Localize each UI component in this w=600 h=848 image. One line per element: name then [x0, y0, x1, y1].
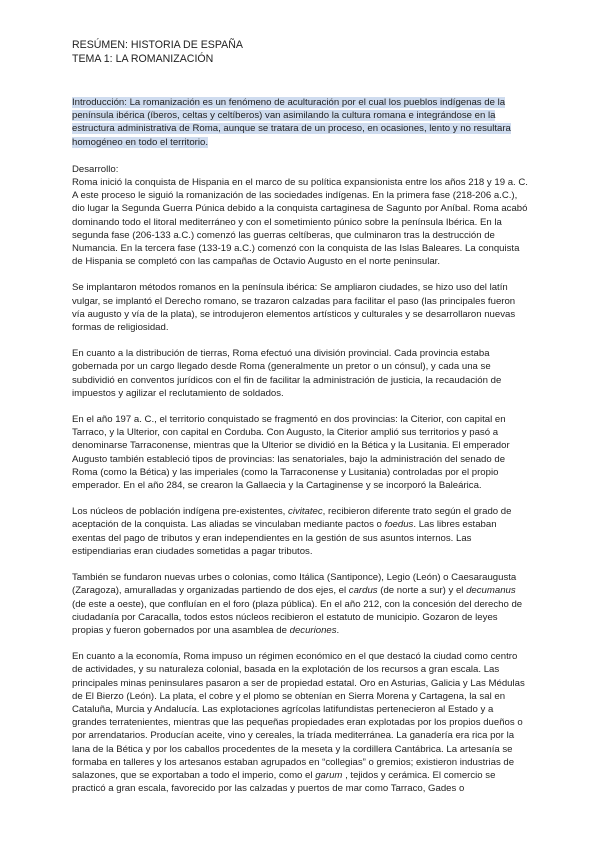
paragraph-metodos: Se implantaron métodos romanos en la península ibérica: Se ampliaron ciudades, se hizo uso del latín vulgar, se implantó el Derecho romano, se trazaron calzadas para facilitar el paso (las principales fueron vía augusto y vía de la plata), se introdujeron elementos artísticos y culturales y se desarrollaron nuevas formas de religiosidad. [72, 282, 516, 334]
section-heading-desarrollo: Desarrollo: [72, 163, 119, 175]
text-run: . Las libres estaban exentas del pago de tributos y eran independientes en la gestión de sus asuntos internos. Las estipendiarias eran ciudades sometidas a pagar tributos. [72, 519, 497, 557]
paragraph-conquista: Roma inició la conquista de Hispania en el marco de su política expansionista entre los años 218 y 19 a. C. A este proceso le siguió la romanización de las sociedades indígenas. En la primera fase (218-206 a.C.), dio lugar la Segunda Guerra Púnica debido a la conquista cartaginesa de Sagunto por Aníbal. Roma acabó dominando todo el litoral mediterráneo y con el sometimiento púnico sobre la península Ibérica. En la segunda fase (206-133 a.C.) comenzó las guerras celtíberas, que culminaron tras la destrucción de Numancia. En la tercera fase (133-19 a.C.) comenzó con la conquista de las Islas Baleares. La conquista de Hispania se completó con las campañas de Octavio Augusto en el norte peninsular. [72, 177, 528, 268]
paragraph-division-provincial: En cuanto a la distribución de tierras, Roma efectuó una división provincial. Cada provincia estaba gobernada por un cargo llegado desde Roma (generalmente un pretor o un cónsul), y cada una se subdividió en conventos jurídicos con el fin de facilitar la administración de justicia, la recaudación de impuestos y agilizar el reclutamiento de soldados. [72, 348, 502, 399]
text-run: (de este a oeste), que confluían en el foro (plaza pública). En el año 212, con la concesión del derecho de ciudadanía por Caracalla, todos estos núcleos recibieron el estatuto de municipio. Gozaron de leyes propias y fueron gobernados por una asamblea de [72, 598, 523, 636]
paragraph-provincias: En el año 197 a. C., el territorio conquistado se fragmentó en dos provincias: la Citerior, con capital en Tarraco, y la Ulterior, con capital en Corduba. Con Augusto, la Citerior amplió sus territorios y pasó a denominarse Tarraconense, mientras que la Ulterior se dividió en la Bética y la Lusitania. El emperador Augusto también estableció tipos de provincias: las senatoriales, bajo la administración del senado de Roma (como la Bética) y las imperiales (como la Tarraconense y Lusitania) controladas por el propio emperador. En el año 284, se crearon la Gallaecia y la Cartaginense y se incorporó la Baleárica. [72, 414, 510, 492]
italic-term: decumanus [466, 585, 516, 597]
document-subtitle: TEMA 1: LA ROMANIZACIÓN [72, 53, 214, 65]
document-title: RESÚMEN: HISTORIA DE ESPAÑA [72, 39, 243, 51]
text-run: . [336, 624, 340, 636]
text-run: , recibieron diferente trato según el grado de aceptación de la conquista. Las aliadas se vinculaban mediante pactos o [72, 506, 512, 531]
italic-term: cardus [348, 585, 378, 597]
paragraph-nucleos-indigenas [72, 505, 530, 558]
italic-term: garum [315, 769, 343, 781]
paragraph-economia [72, 650, 530, 795]
text-run: , tejidos y cerámica. El comercio se practicó a gran escala, favorecido por las calzadas y puertos de mar como Tarraco, Gades o [72, 769, 496, 795]
introduction-paragraph[interactable] [72, 96, 530, 149]
text-run: (de norte a sur) y el [377, 585, 467, 597]
italic-term: civitatec [288, 506, 323, 518]
paragraph-colonias [72, 571, 530, 637]
text-run: Los núcleos de población indígena pre-existentes, [72, 506, 289, 518]
text-run: En cuanto a la economía, Roma impuso un régimen económico en el que destacó la ciudad como centro de actividades, y su naturaleza colonial, basada en la explotación de los recursos a gran escala. Las principales minas peninsulares pasaron a ser de propiedad estatal. Oro en Asturias, Galicia y Las Médulas de El Bierzo (León). La plata, el cobre y el plomo se obtenían en Sierra Morena y Cartagena, la sal en Cataluña, Murcia y Andalucía. Las explotaciones agrícolas latifundistas pertenecieron al Estado y a grandes terratenientes, mientras que las pequeñas propiedades eran explotadas por los propios dueños o por arrendatarios. Producían aceite, vino y cereales, la tríada mediterránea. La ganadería era rica por la lana de la Bética y por los caballos procedentes de la meseta y la cordillera Cantábrica. La artesanía se formaba en talleres y los artesanos estaban agrupados en “collegias” o gremios; existieron industrias de salazones, que se exportaban a todo el imperio, como el [72, 651, 525, 781]
document-body [72, 176, 530, 795]
selected-text-highlight[interactable]: Introducción: La romanización es un fenómeno de aculturación por el cual los pueblos indígenas de la península ibérica (íberos, celtas y celtíberos) van asimilando la cultura romana e integrándose en la estructura administrativa de Roma, aunque se tratara de un proceso, en ocasiones, lento y no resultara homogéneo en todo el territorio. [72, 97, 511, 148]
text-run: También se fundaron nuevas urbes o colonias, como Itálica (Santiponce), Legio (León) o Caesaraugusta (Zaragoza), amuralladas y organizadas partiendo de dos ejes, el [72, 572, 517, 597]
italic-term: decuriones [289, 624, 337, 636]
italic-term: foedus [384, 519, 414, 531]
